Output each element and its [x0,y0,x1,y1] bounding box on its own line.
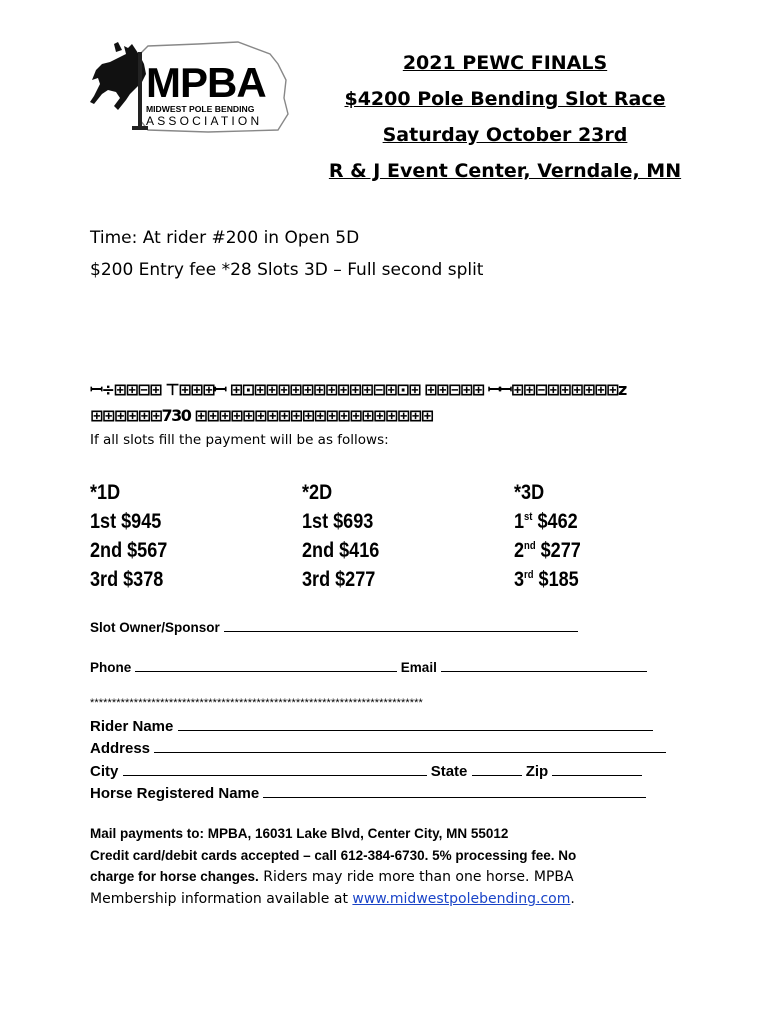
phone-label: Phone [90,660,132,675]
time-line: Time: At rider #200 in Open 5D [90,228,360,248]
phone-email-row [90,659,647,675]
mpba-logo [88,40,293,135]
rider-name-field[interactable] [178,718,653,731]
email-field[interactable] [441,659,647,672]
state-field[interactable] [472,763,522,776]
payout-first: 1st $462 [514,510,578,533]
slot-owner-field[interactable] [224,619,578,632]
logo-wordmark: MPBA [146,59,266,106]
city-label: City [90,763,119,780]
payout-second: 2nd $416 [302,539,380,562]
payout-column-1d [90,478,262,594]
payout-third: 3rd $185 [514,568,579,591]
separator-stars: **************************************************************************** [90,697,423,709]
city-state-zip-row [90,763,642,780]
mail-line-2: Credit card/debit cards accepted – call 612-384-6730. 5% processing fee. No [90,848,577,863]
payout-heading: *1D [90,481,121,504]
address-field[interactable] [154,740,666,753]
payout-column-2d [302,478,474,594]
garbled-text-line-2: ⊞⊞⊞⊞⊞⊞730 ⊞⊞⊞⊞⊞⊞⊞⊞⊞⊞⊞⊞⊞⊞⊞⊞⊞⊞⊞⊞ [90,406,433,425]
rider-name-row [90,718,653,735]
address-label: Address [90,740,151,757]
city-field[interactable] [123,763,427,776]
payout-third: 3rd $277 [302,568,376,591]
payout-first: 1st $693 [302,510,374,533]
phone-field[interactable] [135,659,397,672]
logo-subtitle-2: ASSOCIATION [146,114,263,128]
payout-second: 2nd $277 [514,539,581,562]
website-link[interactable]: www.midwestpolebending.com [352,891,571,907]
rider-name-label: Rider Name [90,718,174,735]
payout-second: 2nd $567 [90,539,168,562]
state-label: State [430,763,468,780]
payout-heading: *2D [302,481,333,504]
payment-note: If all slots fill the payment will be as follows: [90,432,389,448]
zip-label: Zip [525,763,549,780]
header-date: Saturday October 23rd [382,124,628,146]
zip-field[interactable] [552,763,642,776]
payout-column-3d [514,478,686,594]
header-title: 2021 PEWC FINALS [402,52,608,74]
payout-first: 1st $945 [90,510,162,533]
header-location: R & J Event Center, Verndale, MN [328,160,682,182]
payout-heading: *3D [514,481,545,504]
email-label: Email [400,660,437,675]
mail-line-4: Membership information available at www.midwestpolebending.com. [90,891,575,907]
horse-name-row [90,785,646,802]
slot-owner-label: Slot Owner/Sponsor [90,620,220,635]
mail-line-3: charge for horse changes. Riders may ride more than one horse. MPBA [90,869,574,885]
entry-fee-line: $200 Entry fee *28 Slots 3D – Full second split [90,260,484,280]
garbled-text-line-1: ꟷ÷⊞⊞⊟⊞ ⊤⊞⊞⊞ꟷ ⊞⊡⊞⊞⊞⊞⊞⊞⊞⊞⊞⊞⊟⊞⊡⊞ ⊞⊞⊟⊞⊞ ꟷꟷ⊞⊞⊟⊞⊞⊞⊞⊞⊞z [90,380,626,399]
horse-name-label: Horse Registered Name [90,785,260,802]
logo-subtitle-1: MIDWEST POLE BENDING [146,104,255,114]
horse-name-field[interactable] [263,785,646,798]
address-row [90,740,666,757]
payout-third: 3rd $378 [90,568,164,591]
slot-owner-row [90,619,578,635]
mail-line-1: Mail payments to: MPBA, 16031 Lake Blvd, Center City, MN 55012 [90,826,509,841]
header-race: $4200 Pole Bending Slot Race [344,88,666,110]
